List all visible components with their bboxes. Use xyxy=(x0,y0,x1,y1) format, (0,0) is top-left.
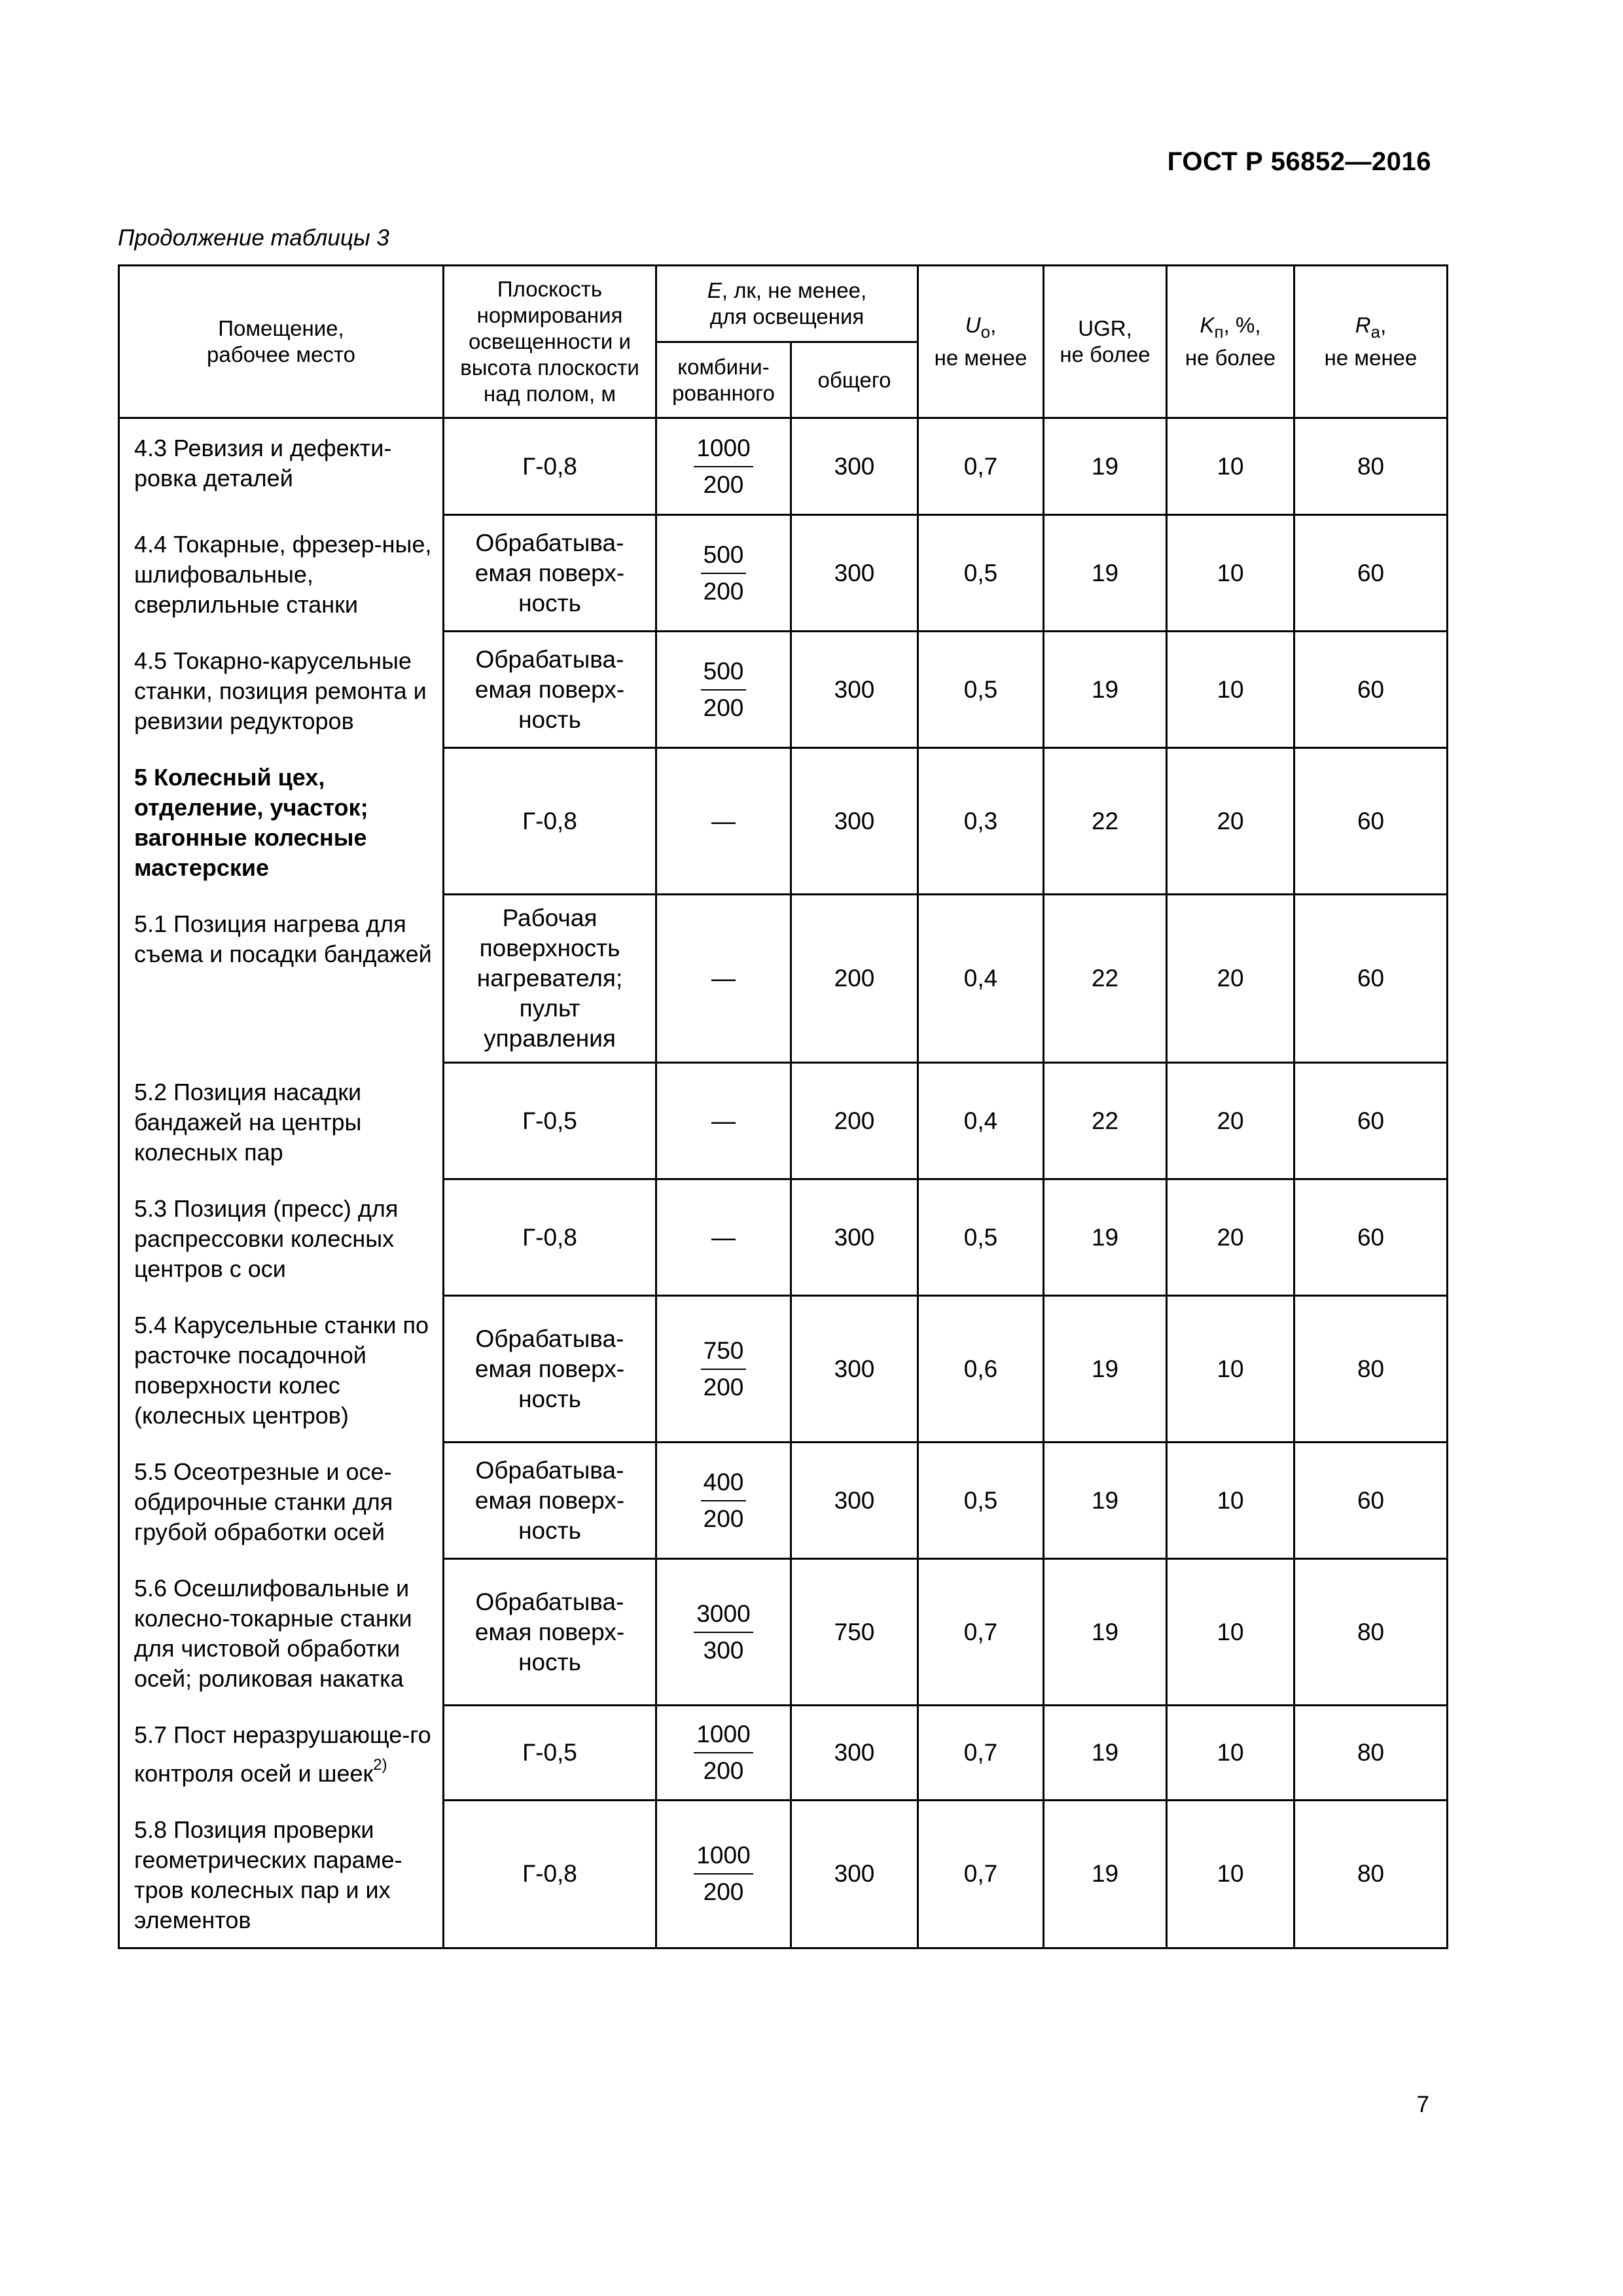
header-e-rest: , лк, не менее, для освещения xyxy=(709,278,867,329)
cell-general: 300 xyxy=(791,632,918,748)
header-uo-symbol: U xyxy=(965,313,981,337)
table-row xyxy=(119,1443,1448,1559)
table-row xyxy=(119,748,1448,895)
fraction-denominator: 200 xyxy=(703,1373,744,1401)
lighting-norms-table xyxy=(118,264,1448,1949)
table-row xyxy=(119,418,1448,515)
table-row xyxy=(119,515,1448,632)
combined-fraction xyxy=(694,1719,753,1786)
header-ra-symbol: R xyxy=(1355,313,1371,337)
cell-ugr: 22 xyxy=(1044,748,1167,895)
cell-combined xyxy=(656,1559,791,1706)
cell-room xyxy=(119,1063,444,1179)
header-room-line2: рабочее место xyxy=(207,342,355,367)
header-illuminance xyxy=(656,266,918,342)
cell-uo: 0,4 xyxy=(918,895,1044,1063)
header-kp-limit: не более xyxy=(1185,346,1276,370)
cell-ugr: 19 xyxy=(1044,1801,1167,1948)
document-code: ГОСТ Р 56852—2016 xyxy=(1167,147,1431,176)
cell-plane: Обрабатыва-емая поверх-ность xyxy=(444,515,656,632)
cell-plane: Обрабатыва-емая поверх-ность xyxy=(444,1559,656,1706)
cell-general: 300 xyxy=(791,1443,918,1559)
cell-plane: Обрабатыва-емая поверх-ность xyxy=(444,632,656,748)
cell-uo: 0,5 xyxy=(918,1179,1044,1296)
cell-combined: — xyxy=(656,748,791,895)
fraction-denominator: 200 xyxy=(703,694,744,721)
cell-ugr: 19 xyxy=(1044,1706,1167,1801)
combined-fraction xyxy=(701,540,747,607)
cell-ugr: 19 xyxy=(1044,1296,1167,1443)
header-ra-sub: a xyxy=(1370,322,1381,342)
header-uo-suffix: , xyxy=(990,313,997,337)
cell-kp: 10 xyxy=(1167,1706,1294,1801)
cell-ra: 80 xyxy=(1294,418,1448,515)
cell-ugr: 19 xyxy=(1044,1559,1167,1706)
cell-kp: 10 xyxy=(1167,1296,1294,1443)
header-general: общего xyxy=(791,342,918,418)
header-room xyxy=(119,266,444,418)
table-header xyxy=(119,266,1448,418)
header-ugr-name: UGR, xyxy=(1078,316,1132,340)
header-plane: Плоскость нормирования освещенности и высота плоскости над полом, м xyxy=(444,266,656,418)
cell-uo: 0,7 xyxy=(918,1706,1044,1801)
cell-kp: 10 xyxy=(1167,1443,1294,1559)
page-number: 7 xyxy=(1416,2092,1429,2117)
cell-general: 300 xyxy=(791,1296,918,1443)
cell-general: 750 xyxy=(791,1559,918,1706)
cell-ra: 60 xyxy=(1294,748,1448,895)
cell-uo: 0,3 xyxy=(918,748,1044,895)
fraction-denominator: 200 xyxy=(703,471,744,498)
cell-plane: Обрабатыва-емая поверх-ность xyxy=(444,1443,656,1559)
cell-uo: 0,6 xyxy=(918,1296,1044,1443)
table-row xyxy=(119,895,1448,1063)
cell-plane: Г-0,8 xyxy=(444,1179,656,1296)
table-row xyxy=(119,1559,1448,1706)
header-ugr xyxy=(1044,266,1167,418)
room-text: 5.5 Осеотрезные и осе-обдирочные станки для грубой обработки осей xyxy=(134,1458,393,1545)
cell-room xyxy=(119,1296,444,1443)
cell-plane: Г-0,8 xyxy=(444,748,656,895)
cell-ugr: 19 xyxy=(1044,515,1167,632)
cell-combined: — xyxy=(656,1179,791,1296)
header-e-symbol: E xyxy=(707,278,722,302)
combined-fraction xyxy=(701,1336,747,1403)
cell-combined xyxy=(656,418,791,515)
cell-ugr: 19 xyxy=(1044,418,1167,515)
cell-ra: 80 xyxy=(1294,1706,1448,1801)
header-uo-sub: o xyxy=(980,322,991,342)
room-text: 5.3 Позиция (пресс) для распрессовки колесных центров с оси xyxy=(134,1194,399,1282)
fraction-denominator: 200 xyxy=(703,1878,744,1906)
room-text: 5.6 Осешлифовальные и колесно-токарные станки для чистовой обработки осей; роликовая накатка xyxy=(134,1574,412,1692)
header-kp-symbol: K xyxy=(1200,313,1215,337)
room-text: 4.5 Токарно-карусельные станки, позиция ремонта и ревизии редукторов xyxy=(134,647,427,734)
cell-kp: 20 xyxy=(1167,1063,1294,1179)
table-caption: Продолжение таблицы 3 xyxy=(118,225,389,251)
footnote-marker: 2) xyxy=(373,1755,387,1774)
cell-ra: 60 xyxy=(1294,895,1448,1063)
table-row xyxy=(119,1801,1448,1948)
header-uo xyxy=(918,266,1044,418)
cell-uo: 0,5 xyxy=(918,632,1044,748)
fraction-numerator: 1000 xyxy=(694,1840,753,1874)
cell-general: 300 xyxy=(791,1179,918,1296)
combined-fraction xyxy=(701,1467,747,1534)
room-text: 5.2 Позиция насадки бандажей на центры колесных пар xyxy=(134,1078,362,1166)
table-row xyxy=(119,1706,1448,1801)
header-combined: комбини-рованного xyxy=(656,342,791,418)
table-body xyxy=(119,418,1448,1948)
cell-kp: 20 xyxy=(1167,895,1294,1063)
header-room-line1: Помещение, xyxy=(218,316,344,340)
header-kp-sub: п xyxy=(1214,322,1224,342)
cell-general: 300 xyxy=(791,515,918,632)
cell-room xyxy=(119,1179,444,1296)
cell-combined: — xyxy=(656,895,791,1063)
table-row xyxy=(119,632,1448,748)
room-text: 5.7 Пост неразрушающе-го контроля осей и шеек xyxy=(134,1721,431,1787)
combined-fraction xyxy=(694,1840,753,1907)
header-ra-suffix: , xyxy=(1380,313,1387,337)
room-text: 5.8 Позиция проверки геометрических параме-тров колесных пар и их элементов xyxy=(134,1816,402,1933)
cell-combined xyxy=(656,1443,791,1559)
header-ra xyxy=(1294,266,1448,418)
header-ugr-limit: не более xyxy=(1060,342,1150,367)
header-ra-limit: не менее xyxy=(1324,346,1418,370)
fraction-denominator: 200 xyxy=(703,1505,744,1532)
cell-ugr: 19 xyxy=(1044,632,1167,748)
cell-room xyxy=(119,1443,444,1559)
cell-combined xyxy=(656,1296,791,1443)
cell-general: 300 xyxy=(791,1706,918,1801)
table-row xyxy=(119,1296,1448,1443)
fraction-numerator: 500 xyxy=(701,540,747,574)
cell-general: 300 xyxy=(791,748,918,895)
cell-room xyxy=(119,632,444,748)
cell-ra: 60 xyxy=(1294,515,1448,632)
cell-ra: 60 xyxy=(1294,1179,1448,1296)
cell-room xyxy=(119,418,444,515)
room-text: 4.4 Токарные, фрезер-ные, шлифовальные, сверлильные станки xyxy=(134,530,432,618)
cell-ra: 80 xyxy=(1294,1296,1448,1443)
cell-combined xyxy=(656,632,791,748)
cell-kp: 10 xyxy=(1167,1801,1294,1948)
cell-room xyxy=(119,1559,444,1706)
cell-kp: 10 xyxy=(1167,515,1294,632)
cell-plane: Г-0,8 xyxy=(444,418,656,515)
cell-kp: 10 xyxy=(1167,418,1294,515)
cell-ra: 60 xyxy=(1294,632,1448,748)
fraction-numerator: 1000 xyxy=(694,1719,753,1753)
header-kp xyxy=(1167,266,1294,418)
cell-ra: 60 xyxy=(1294,1443,1448,1559)
header-uo-limit: не менее xyxy=(934,346,1027,370)
cell-combined xyxy=(656,1801,791,1948)
cell-combined: — xyxy=(656,1063,791,1179)
table-row xyxy=(119,1179,1448,1296)
fraction-numerator: 500 xyxy=(701,656,747,691)
cell-plane: Г-0,5 xyxy=(444,1063,656,1179)
room-text: 5 Колесный цех, отделение, участок; вагонные колесные мастерские xyxy=(134,763,368,881)
cell-kp: 20 xyxy=(1167,748,1294,895)
cell-ra: 80 xyxy=(1294,1559,1448,1706)
cell-ra: 60 xyxy=(1294,1063,1448,1179)
cell-uo: 0,7 xyxy=(918,1559,1044,1706)
cell-room xyxy=(119,895,444,1063)
cell-general: 200 xyxy=(791,895,918,1063)
combined-fraction xyxy=(694,1599,753,1666)
cell-uo: 0,5 xyxy=(918,515,1044,632)
cell-ra: 80 xyxy=(1294,1801,1448,1948)
cell-kp: 10 xyxy=(1167,1559,1294,1706)
cell-room xyxy=(119,748,444,895)
combined-fraction xyxy=(701,656,747,723)
table-row xyxy=(119,1063,1448,1179)
cell-ugr: 22 xyxy=(1044,895,1167,1063)
fraction-numerator: 400 xyxy=(701,1467,747,1501)
cell-plane: Обрабатыва-емая поверх-ность xyxy=(444,1296,656,1443)
cell-uo: 0,4 xyxy=(918,1063,1044,1179)
cell-general: 300 xyxy=(791,1801,918,1948)
cell-ugr: 19 xyxy=(1044,1443,1167,1559)
fraction-numerator: 1000 xyxy=(694,433,753,467)
cell-kp: 10 xyxy=(1167,632,1294,748)
cell-combined xyxy=(656,515,791,632)
combined-fraction xyxy=(694,433,753,500)
cell-kp: 20 xyxy=(1167,1179,1294,1296)
cell-ugr: 19 xyxy=(1044,1179,1167,1296)
fraction-denominator: 200 xyxy=(703,1757,744,1784)
cell-room xyxy=(119,1706,444,1801)
room-text: 5.1 Позиция нагрева для съема и посадки бандажей xyxy=(134,910,432,967)
fraction-numerator: 3000 xyxy=(694,1599,753,1633)
room-text: 5.4 Карусельные станки по расточке посадочной поверхности колес (колесных центров) xyxy=(134,1311,429,1429)
cell-plane: Г-0,5 xyxy=(444,1706,656,1801)
fraction-denominator: 300 xyxy=(703,1636,744,1664)
cell-combined xyxy=(656,1706,791,1801)
fraction-numerator: 750 xyxy=(701,1336,747,1370)
cell-ugr: 22 xyxy=(1044,1063,1167,1179)
cell-room xyxy=(119,515,444,632)
cell-general: 200 xyxy=(791,1063,918,1179)
header-kp-suffix: , %, xyxy=(1223,313,1261,337)
room-text: 4.3 Ревизия и дефекти-ровка деталей xyxy=(134,435,392,492)
cell-room xyxy=(119,1801,444,1948)
cell-uo: 0,7 xyxy=(918,1801,1044,1948)
cell-uo: 0,5 xyxy=(918,1443,1044,1559)
cell-plane: Г-0,8 xyxy=(444,1801,656,1948)
fraction-denominator: 200 xyxy=(703,577,744,605)
cell-plane: Рабочая поверхность нагревателя; пульт управления xyxy=(444,895,656,1063)
cell-general: 300 xyxy=(791,418,918,515)
cell-uo: 0,7 xyxy=(918,418,1044,515)
